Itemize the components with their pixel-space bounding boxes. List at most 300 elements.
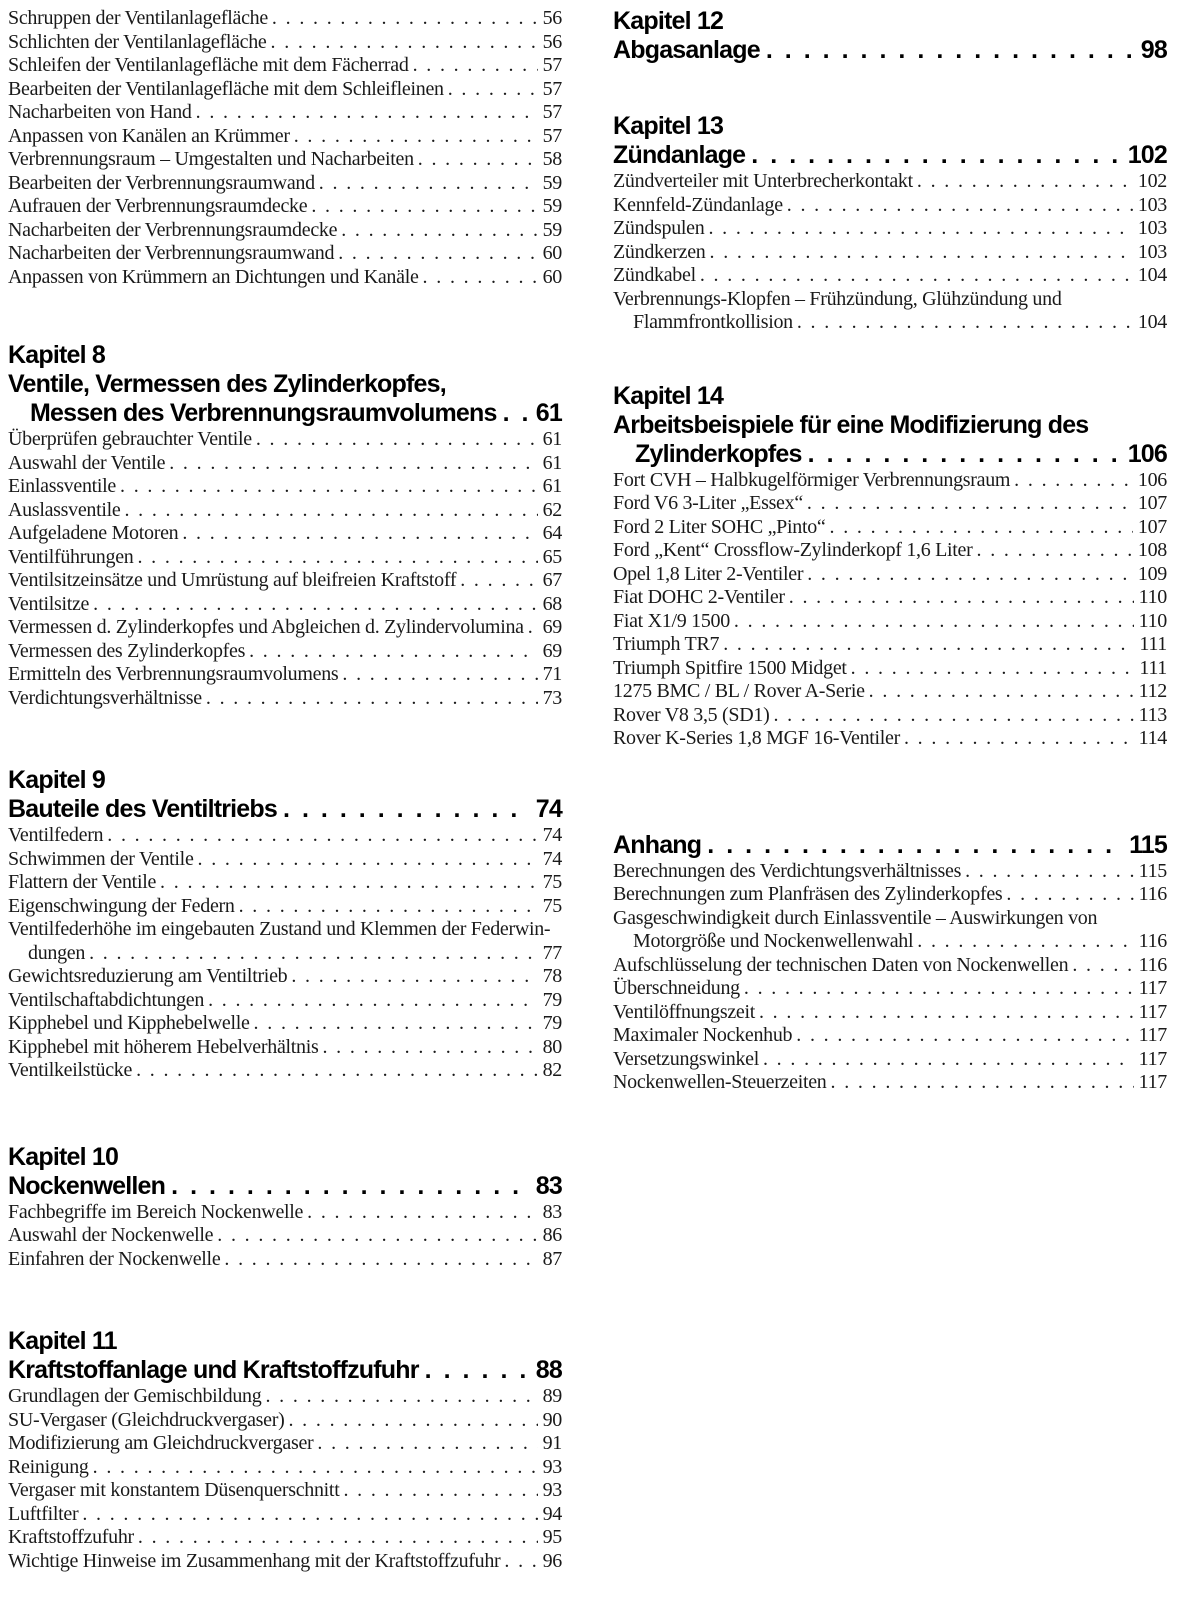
- page-number: 110: [1138, 586, 1167, 608]
- toc-section-continuation: [8, 7, 562, 289]
- toc-entry: [8, 989, 562, 1013]
- dot-leader: [808, 440, 1122, 469]
- toc-entry: [613, 217, 1167, 241]
- entry-title: Ermitteln des Verbrennungsraumvolumens: [8, 663, 339, 685]
- dot-leader: [254, 1012, 538, 1036]
- toc-entry: [613, 194, 1167, 218]
- dot-leader: [707, 831, 1123, 860]
- toc-entry: [613, 469, 1167, 493]
- page-number: 69: [542, 616, 562, 638]
- page-number: 106: [1137, 468, 1167, 491]
- page-number: 89: [542, 1385, 562, 1407]
- toc-section-kapitel-10: [8, 1143, 562, 1272]
- toc-entry: [8, 475, 562, 499]
- toc-entry: [8, 1526, 562, 1550]
- dot-leader: [869, 680, 1134, 704]
- page-number: 116: [1138, 953, 1167, 976]
- dot-leader: [759, 1001, 1134, 1025]
- entry-title: Ventilführungen: [8, 545, 134, 568]
- entry-title: Einfahren der Nockenwelle: [8, 1247, 221, 1270]
- toc-entry: [8, 942, 562, 966]
- toc-entry: [8, 1201, 562, 1225]
- page-number: 117: [1138, 1024, 1167, 1046]
- toc-entry: [613, 860, 1167, 884]
- page-number: 79: [542, 988, 562, 1011]
- toc-entry: [8, 1479, 562, 1503]
- page-number: 74: [535, 795, 562, 823]
- toc-entry: [8, 663, 562, 687]
- dot-leader: [917, 930, 1133, 954]
- entry-title: Verbrennungs-Klopfen – Frühzündung, Glühzündung und: [613, 287, 1062, 310]
- entry-title: Auswahl der Nockenwelle: [8, 1224, 214, 1246]
- entry-title: Ford 2 Liter SOHC „Pinto“: [613, 515, 826, 538]
- entry-title: Fiat DOHC 2-Ventiler: [613, 586, 785, 608]
- toc-entry: [8, 895, 562, 919]
- page-number: 115: [1138, 859, 1167, 882]
- toc-entry: [8, 1248, 562, 1272]
- toc-column-right: [613, 7, 1167, 1600]
- chapter-title: Zylinderkopfes: [635, 439, 802, 468]
- chapter-heading-line: [8, 1143, 562, 1172]
- chapter-heading: [613, 382, 1167, 469]
- dot-leader: [723, 633, 1134, 657]
- toc-entry: [8, 848, 562, 872]
- page-number: 94: [542, 1502, 562, 1525]
- dot-leader: [272, 7, 538, 31]
- entry-title: Ventilsitzeinsätze und Umrüstung auf bleifreien Kraftstoff: [8, 569, 457, 591]
- dot-leader: [107, 824, 537, 848]
- dot-leader: [413, 54, 538, 78]
- dot-leader: [807, 563, 1133, 587]
- dot-leader: [423, 266, 538, 290]
- entry-title: Anpassen von Krümmern an Dichtungen und Kanäle: [8, 265, 419, 288]
- page-number: 93: [542, 1479, 562, 1501]
- dot-leader: [196, 101, 538, 125]
- entry-title: Aufschlüsselung der technischen Daten von Nockenwellen: [613, 953, 1069, 976]
- toc-entry: [613, 241, 1167, 265]
- dot-leader: [120, 475, 538, 499]
- toc-entry: [8, 965, 562, 989]
- dot-leader: [504, 1550, 537, 1574]
- entry-title: Aufgeladene Motoren: [8, 522, 179, 544]
- dot-leader: [1072, 954, 1133, 978]
- dot-leader: [977, 539, 1133, 563]
- toc-entry: [613, 657, 1167, 681]
- dot-leader: [773, 704, 1133, 728]
- dot-leader: [307, 1201, 537, 1225]
- toc-entry: [8, 242, 562, 266]
- page-number: 96: [542, 1549, 562, 1572]
- page-number: 73: [542, 686, 562, 709]
- toc-entry: [8, 871, 562, 895]
- chapter-title: Kapitel 10: [8, 1142, 119, 1171]
- entry-title: Motorgröße und Nockenwellenwahl: [633, 930, 914, 952]
- page-number: 57: [542, 54, 562, 76]
- page-number: 83: [542, 1200, 562, 1223]
- chapter-heading-line: [613, 141, 1167, 170]
- toc-entry: [613, 704, 1167, 728]
- page-number: 71: [542, 663, 562, 685]
- chapter-title: Nockenwellen: [8, 1171, 166, 1200]
- page-number: 59: [542, 195, 562, 217]
- dot-leader: [224, 1248, 537, 1272]
- dot-leader: [763, 1048, 1134, 1072]
- dot-leader: [124, 499, 537, 523]
- dot-leader: [343, 1479, 537, 1503]
- dot-leader: [89, 942, 538, 966]
- chapter-heading: [613, 112, 1167, 170]
- page-number: 103: [1137, 193, 1167, 216]
- toc-entry: [8, 428, 562, 452]
- page-number: 116: [1138, 930, 1167, 952]
- entry-title: Wichtige Hinweise im Zusammenhang mit der Kraftstoffzufuhr: [8, 1549, 501, 1572]
- entry-title: Nacharbeiten der Verbrennungsraumwand: [8, 242, 335, 264]
- dot-leader: [208, 989, 538, 1013]
- dot-leader: [708, 217, 1132, 241]
- toc-entry: [613, 492, 1167, 516]
- page-number: 90: [542, 1408, 562, 1431]
- entry-title: Zündkerzen: [613, 240, 706, 263]
- entry-title: Vergaser mit konstantem Düsenquerschnitt: [8, 1479, 340, 1501]
- entry-title: Ford „Kent“ Crossflow-Zylinderkopf 1,6 Liter: [613, 539, 973, 561]
- toc-entry: [8, 172, 562, 196]
- entry-title: Schruppen der Ventilanlagefläche: [8, 7, 268, 29]
- toc-entry: [613, 977, 1167, 1001]
- page-number: 91: [542, 1432, 562, 1454]
- entry-title: Schleifen der Ventilanlagefläche mit dem Fächerrad: [8, 54, 409, 76]
- page-number: 65: [542, 545, 562, 568]
- page-number: 102: [1137, 170, 1167, 192]
- entry-title: Bearbeiten der Ventilanlagefläche mit dem Schleifleinen: [8, 77, 444, 100]
- toc-entry: [8, 1385, 562, 1409]
- entry-title: Fachbegriffe im Bereich Nockenwelle: [8, 1200, 304, 1223]
- toc-entry: [613, 883, 1167, 907]
- page-number: 77: [542, 941, 562, 964]
- dot-leader: [82, 1503, 537, 1527]
- entry-title: Luftfilter: [8, 1502, 79, 1525]
- dot-leader: [137, 546, 537, 570]
- entry-title: Triumph Spitfire 1500 Midget: [613, 656, 847, 679]
- toc-entry: [8, 1503, 562, 1527]
- chapter-heading: [8, 1143, 562, 1201]
- toc-entry: [613, 563, 1167, 587]
- toc-entry: [8, 148, 562, 172]
- entry-title: Schlichten der Ventilanlagefläche: [8, 30, 267, 53]
- dot-leader: [169, 452, 537, 476]
- toc-entry: [8, 593, 562, 617]
- page-number: 107: [1137, 515, 1167, 538]
- page-number: 95: [542, 1526, 562, 1548]
- page-number: 79: [542, 1012, 562, 1034]
- toc-entry: [8, 54, 562, 78]
- page-number: 104: [1137, 311, 1167, 333]
- page-number: 103: [1137, 217, 1167, 239]
- dot-leader: [198, 848, 538, 872]
- page-number: 103: [1137, 240, 1167, 263]
- page-number: 56: [542, 7, 562, 29]
- toc-entry: [613, 610, 1167, 634]
- dot-leader: [341, 219, 537, 243]
- page-number: 113: [1138, 703, 1167, 726]
- chapter-heading-line: [613, 36, 1167, 65]
- toc-entry: [8, 546, 562, 570]
- chapter-title: Abgasanlage: [613, 36, 760, 64]
- chapter-heading-line: [613, 411, 1167, 440]
- dot-leader: [288, 1409, 537, 1433]
- chapter-title: Kapitel 11: [8, 1327, 117, 1355]
- dot-leader: [311, 195, 537, 219]
- toc-entry: [8, 7, 562, 31]
- toc-section-kapitel-14: [613, 382, 1167, 751]
- entry-title: Kraftstoffzufuhr: [8, 1526, 134, 1548]
- toc-entry: [613, 539, 1167, 563]
- chapter-heading-line: [8, 370, 562, 399]
- toc-entry: [8, 1550, 562, 1574]
- entry-title: Rover V8 3,5 (SD1): [613, 703, 770, 726]
- page-number: 117: [1138, 1047, 1167, 1070]
- page-number: 111: [1139, 633, 1167, 655]
- chapter-title: Anhang: [613, 830, 702, 859]
- toc-entry: [8, 31, 562, 55]
- toc-column-left: [8, 7, 562, 1600]
- entry-title: Fort CVH – Halbkugelförmiger Verbrennungsraum: [613, 468, 1011, 491]
- dot-leader: [319, 172, 538, 196]
- toc-entry: [613, 1024, 1167, 1048]
- entry-title: Ford V6 3-Liter „Essex“: [613, 492, 803, 514]
- entry-title: Ventilfederhöhe im eingebauten Zustand und Klemmen der Federwin-: [8, 918, 551, 940]
- chapter-title: Messen des Verbrennungsraumvolumens: [30, 399, 497, 427]
- page-number: 117: [1138, 1071, 1167, 1093]
- entry-title: Berechnungen zum Planfräsen des Zylinderkopfes: [613, 883, 1003, 905]
- toc-entry: [613, 1048, 1167, 1072]
- page-number: 64: [542, 522, 562, 544]
- entry-title: Fiat X1/9 1500: [613, 609, 730, 632]
- entry-title: dungen: [28, 941, 86, 964]
- dot-leader: [136, 1059, 538, 1083]
- entry-title: Gasgeschwindigkeit durch Einlassventile – Auswirkungen von: [613, 906, 1098, 929]
- page-number: 74: [542, 824, 562, 846]
- dot-leader: [138, 1526, 538, 1550]
- dot-leader: [807, 492, 1133, 516]
- page-number: 67: [542, 569, 562, 591]
- dot-leader: [460, 569, 537, 593]
- entry-title: Ventilfedern: [8, 824, 104, 846]
- page-number: 60: [542, 265, 562, 288]
- toc-entry: [8, 1432, 562, 1456]
- chapter-title: Ventile, Vermessen des Zylinderkopfes,: [8, 370, 446, 398]
- entry-title: Vermessen des Zylinderkopfes: [8, 639, 246, 662]
- dot-leader: [294, 125, 538, 149]
- chapter-heading-line: [8, 341, 562, 370]
- entry-title: Grundlagen der Gemischbildung: [8, 1385, 262, 1407]
- toc-section-kapitel-9: [8, 766, 562, 1083]
- toc-entry: [613, 264, 1167, 288]
- page-number: 115: [1129, 830, 1167, 859]
- toc-section-kapitel-13: [613, 112, 1167, 335]
- toc-entry: [8, 1409, 562, 1433]
- toc-entry: [8, 101, 562, 125]
- toc-entry: [8, 499, 562, 523]
- page-number: 104: [1137, 264, 1167, 286]
- dot-leader: [206, 687, 538, 711]
- entry-title: Nacharbeiten von Hand: [8, 101, 192, 123]
- dot-leader: [322, 1036, 537, 1060]
- toc-entry: [613, 954, 1167, 978]
- page-number: 82: [542, 1059, 562, 1081]
- page-number: 59: [542, 218, 562, 241]
- dot-leader: [182, 522, 537, 546]
- dot-leader: [317, 1432, 537, 1456]
- entry-title: Kennfeld-Zündanlage: [613, 193, 783, 216]
- entry-title: Kipphebel mit höherem Hebelverhältnis: [8, 1035, 319, 1058]
- toc-entry: [613, 1001, 1167, 1025]
- entry-title: Verbrennungsraum – Umgestalten und Nacharbeiten: [8, 148, 414, 170]
- toc-entry: [613, 727, 1167, 751]
- dot-leader: [418, 148, 538, 172]
- page-number: 75: [542, 871, 562, 893]
- page-number: 57: [542, 124, 562, 147]
- page-number: 58: [542, 148, 562, 170]
- dot-leader: [700, 264, 1133, 288]
- page-number: 88: [535, 1356, 562, 1384]
- chapter-heading-line: [8, 399, 562, 428]
- dot-leader: [503, 399, 530, 428]
- chapter-title: Kapitel 13: [613, 112, 724, 140]
- dot-leader: [796, 1024, 1133, 1048]
- entry-title: Aufrauen der Verbrennungsraumdecke: [8, 195, 308, 217]
- dot-leader: [160, 871, 538, 895]
- toc-entry: [8, 219, 562, 243]
- dot-leader: [283, 795, 530, 824]
- toc-entry: [8, 125, 562, 149]
- chapter-title: Kapitel 8: [8, 341, 105, 369]
- toc-entry: [8, 1059, 562, 1083]
- page-number: 110: [1138, 609, 1167, 632]
- entry-title: Verdichtungsverhältnisse: [8, 686, 202, 709]
- entry-title: Ventilöffnungszeit: [613, 1000, 755, 1023]
- entry-title: Versetzungswinkel: [613, 1047, 759, 1070]
- dot-leader: [249, 640, 538, 664]
- toc-entry: [613, 907, 1167, 931]
- toc-entry: [8, 687, 562, 711]
- dot-leader: [171, 1172, 530, 1201]
- entry-title: Flammfrontkollision: [633, 311, 793, 333]
- page-number: 74: [542, 847, 562, 870]
- toc-entry: [8, 640, 562, 664]
- chapter-heading-line: [8, 766, 562, 795]
- toc-entry: [8, 78, 562, 102]
- chapter-heading: [8, 766, 562, 824]
- toc-entry: [613, 680, 1167, 704]
- entry-title: Gewichtsreduzierung am Ventiltrieb: [8, 965, 288, 987]
- toc-entry: [613, 586, 1167, 610]
- entry-title: Modifizierung am Gleichdruckvergaser: [8, 1432, 314, 1454]
- toc-entry: [8, 1012, 562, 1036]
- page-number: 111: [1139, 656, 1167, 679]
- page-number: 56: [542, 30, 562, 53]
- toc-entry: [8, 452, 562, 476]
- dot-leader: [93, 1456, 538, 1480]
- chapter-heading-line: [613, 831, 1167, 860]
- dot-leader: [904, 727, 1134, 751]
- dot-leader: [217, 1224, 537, 1248]
- page-number: 60: [542, 242, 562, 264]
- entry-title: Flattern der Ventile: [8, 871, 157, 893]
- toc-entry: [8, 918, 562, 942]
- dot-leader: [342, 663, 537, 687]
- page-number: 75: [542, 894, 562, 917]
- dot-leader: [789, 586, 1134, 610]
- dot-leader: [528, 616, 538, 640]
- chapter-heading: [8, 341, 562, 428]
- toc-entry: [8, 266, 562, 290]
- toc-entry: [613, 311, 1167, 335]
- chapter-heading-line: [8, 1327, 562, 1356]
- entry-title: Zündverteiler mit Unterbrecherkontakt: [613, 170, 913, 192]
- entry-title: Zündspulen: [613, 217, 705, 239]
- entry-title: Überschneidung: [613, 977, 740, 999]
- page-number: 62: [542, 498, 562, 521]
- toc-entry: [613, 1071, 1167, 1095]
- chapter-heading-line: [8, 1356, 562, 1385]
- toc-entry: [8, 1036, 562, 1060]
- toc-section-kapitel-11: [8, 1327, 562, 1573]
- dot-leader: [271, 31, 538, 55]
- dot-leader: [710, 241, 1133, 265]
- page-number: 116: [1138, 883, 1167, 905]
- entry-title: Auslassventile: [8, 498, 121, 521]
- dot-leader: [93, 593, 537, 617]
- page-number: 98: [1140, 36, 1167, 64]
- page-number: 61: [542, 428, 562, 450]
- dot-leader: [734, 610, 1134, 634]
- entry-title: Überprüfen gebrauchter Ventile: [8, 428, 252, 450]
- toc-section-kapitel-12: [613, 7, 1167, 65]
- entry-title: Ventilkeilstücke: [8, 1059, 133, 1081]
- chapter-title: Kapitel 12: [613, 7, 724, 35]
- entry-title: Anpassen von Kanälen an Krümmer: [8, 124, 290, 147]
- entry-title: Einlassventile: [8, 475, 116, 497]
- page-number: 108: [1137, 539, 1167, 561]
- chapter-heading-line: [613, 112, 1167, 141]
- chapter-heading-line: [613, 382, 1167, 411]
- dot-leader: [265, 1385, 537, 1409]
- toc-entry: [8, 1456, 562, 1480]
- dot-leader: [766, 36, 1135, 65]
- dot-leader: [751, 141, 1121, 170]
- toc-section-anhang: [613, 831, 1167, 1095]
- chapter-heading-line: [613, 7, 1167, 36]
- dot-leader: [239, 895, 538, 919]
- chapter-title: Kapitel 14: [613, 381, 724, 410]
- page-number: 61: [542, 475, 562, 497]
- entry-title: Nacharbeiten der Verbrennungsraumdecke: [8, 218, 338, 241]
- chapter-heading: [613, 7, 1167, 65]
- dot-leader: [830, 516, 1133, 540]
- toc-entry: [8, 824, 562, 848]
- entry-title: Eigenschwingung der Federn: [8, 894, 235, 917]
- page-number: 112: [1138, 680, 1167, 702]
- entry-title: Kipphebel und Kipphebelwelle: [8, 1012, 250, 1034]
- toc-section-kapitel-8: [8, 341, 562, 710]
- chapter-heading: [613, 831, 1167, 860]
- entry-title: Reinigung: [8, 1455, 89, 1478]
- toc-entry: [613, 288, 1167, 312]
- chapter-title: Bauteile des Ventiltriebs: [8, 795, 277, 823]
- dot-leader: [1006, 883, 1133, 907]
- page-number: 78: [542, 965, 562, 987]
- entry-title: Berechnungen des Verdichtungsverhältnisses: [613, 859, 962, 882]
